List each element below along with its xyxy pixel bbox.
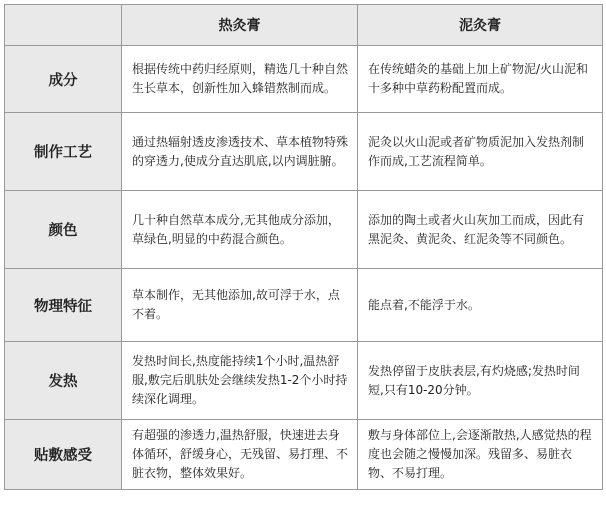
comparison-table — [4, 4, 603, 490]
row-label: 物理特征 — [5, 269, 122, 342]
row-label: 发热 — [5, 342, 122, 420]
row-label: 贴敷感受 — [5, 420, 122, 490]
hot-plaster-cell: 发热时间长,热度能持续1个小时,温热舒服,敷完后肌肤处会继续发热1-2个小时持续深化调理。 — [122, 342, 358, 420]
mud-plaster-cell: 能点着,不能浮于水。 — [358, 269, 603, 342]
header-hot-plaster: 热灸膏 — [122, 5, 358, 46]
mud-plaster-cell: 在传统蜡灸的基础上加上矿物泥/火山泥和十多种中草药粉配置而成。 — [358, 46, 603, 113]
mud-plaster-cell: 泥灸以火山泥或者矿物质泥加入发热剂制作而成,工艺流程简单。 — [358, 113, 603, 191]
table-row — [5, 420, 603, 490]
mud-plaster-cell: 添加的陶土或者火山灰加工而成，因此有黑泥灸、黄泥灸、红泥灸等不同颜色。 — [358, 191, 603, 269]
mud-plaster-cell: 敷与身体部位上,会逐渐散热,人感觉热的程度也会随之慢慢加深。残留多、易脏衣物、不易打理。 — [358, 420, 603, 490]
hot-plaster-cell: 草本制作，无其他添加,故可浮于水，点不着。 — [122, 269, 358, 342]
row-label: 成分 — [5, 46, 122, 113]
mud-plaster-cell: 发热停留于皮肤表层,有灼烧感;发热时间短,只有10-20分钟。 — [358, 342, 603, 420]
table-row — [5, 191, 603, 269]
table-row — [5, 342, 603, 420]
row-label: 制作工艺 — [5, 113, 122, 191]
table-row — [5, 46, 603, 113]
header-row — [5, 5, 603, 46]
hot-plaster-cell: 有超强的渗透力,温热舒服，快速进去身体循环，舒缓身心，无残留、易打理、不脏衣物，整体效果好。 — [122, 420, 358, 490]
hot-plaster-cell: 通过热辐射透皮渗透技术、草本植物特殊的穿透力,使成分直达肌底,以内调脏腑。 — [122, 113, 358, 191]
table-row — [5, 269, 603, 342]
table-row — [5, 113, 603, 191]
row-label: 颜色 — [5, 191, 122, 269]
hot-plaster-cell: 根据传统中药归经原则，精选几十种自然生长草本，创新性加入蜂错熬制而成。 — [122, 46, 358, 113]
hot-plaster-cell: 几十种自然草本成分,无其他成分添加，草绿色,明显的中药混合颜色。 — [122, 191, 358, 269]
header-mud-plaster: 泥灸膏 — [358, 5, 603, 46]
header-corner — [5, 5, 122, 46]
